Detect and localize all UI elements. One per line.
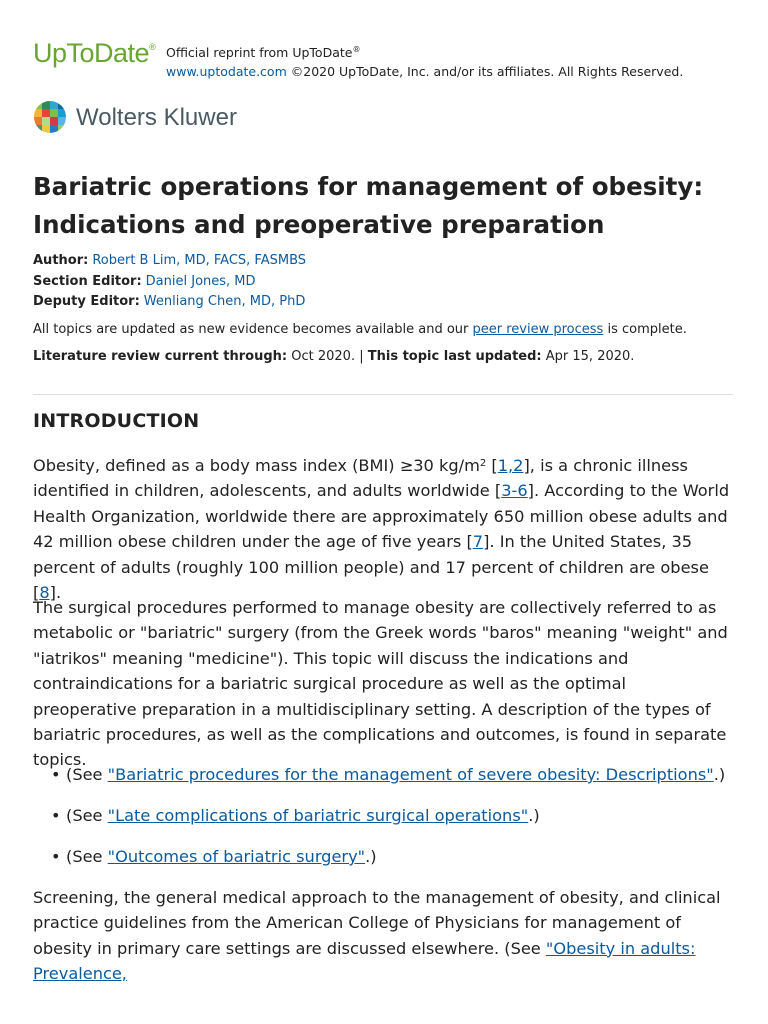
list-item: • (See "Outcomes of bariatric surgery".) [51, 847, 377, 866]
reprint-header [33, 38, 733, 78]
list-item: • (See "Late complications of bariatric surgical operations".) [51, 806, 540, 825]
reference-link[interactable]: 3-6 [501, 481, 528, 501]
see-also-list [33, 762, 725, 885]
wolters-kluwer-mosaic-icon [33, 100, 67, 134]
publisher-name: Wolters Kluwer [76, 104, 237, 131]
article-title: Bariatric operations for management of obesity: Indications and preoperative preparation [33, 172, 704, 239]
deputy-editor-row: Deputy Editor: Wenliang Chen, MD, PhD [33, 294, 306, 309]
article-metadata [33, 251, 733, 313]
list-item: • (See "Bariatric procedures for the management of severe obesity: Descriptions".) [51, 765, 726, 784]
peer-review-link[interactable]: peer review process [472, 322, 604, 337]
intro-paragraph-3: Screening, the general medical approach to the management of obesity, and clinical practice guidelines from the American College of Physicians for management of obesity in primary care settings are discussed elsewhere. (See "Obesity in adults: Prevalence, [33, 888, 721, 984]
review-dates: Literature review current through: Oct 2020. | This topic last updated: Apr 15, 2020. [33, 349, 635, 364]
section-divider [33, 394, 733, 395]
intro-paragraph-1: Obesity, defined as a body mass index (BMI) ≥30 $kg/m^2$ [1,2], is a chronic illness identified in children, adolescents, and adults worldwide [3-6]. According to the World Health Organization, worldwide there are approximately 650 million obese adults and 42 million obese children under the age of five years [7]. In the United States, 35 percent of adults (roughly 100 million people) and 17 percent of children are obese [8]. [33, 456, 730, 603]
uptodate-logo: UpToDate® [33, 38, 156, 68]
topic-link[interactable]: "Obesity in adults: Prevalence, [33, 938, 696, 984]
author-row: Author: Robert B Lim, MD, FACS, FASMBS [33, 253, 307, 268]
reference-link[interactable]: 1,2 [497, 456, 524, 475]
deputy-editor-link[interactable]: Wenliang Chen, MD, PhD [143, 294, 306, 309]
update-note: All topics are updated as new evidence becomes available and our peer review process is complete. [33, 322, 687, 337]
topic-link[interactable]: "Outcomes of bariatric surgery" [107, 847, 366, 866]
reference-link[interactable]: 7 [472, 532, 484, 552]
topic-link[interactable]: "Bariatric procedures for the management of severe obesity: Descriptions" [107, 765, 714, 784]
reprint-info: Official reprint from UpToDate® www.uptodate.com ©2020 UpToDate, Inc. and/or its affiliates. All Rights Reserved. [166, 45, 684, 80]
intro-paragraph-2: The surgical procedures performed to manage obesity are collectively referred to as metabolic or "bariatric" surgery (from the Greek words "baros" meaning "weight" and "iatrikos" meaning "medicine"). This topic will discuss the indications and contraindications for a bariatric surgical procedure as well as the optimal preoperative preparation in a multidisciplinary setting. A description of the types of bariatric procedures, as well as the complications and outcomes, is found in separate topics. [33, 598, 728, 770]
reprint-line: Official reprint from UpToDate [166, 45, 353, 61]
section-editor-row: Section Editor: Daniel Jones, MD [33, 273, 256, 289]
topic-link[interactable]: "Late complications of bariatric surgical operations" [107, 806, 529, 825]
section-editor-link[interactable]: Daniel Jones, MD [145, 273, 256, 289]
reference-link[interactable]: 8 [39, 583, 50, 603]
copyright-text: ©2020 UpToDate, Inc. and/or its affiliates. All Rights Reserved. [290, 64, 684, 80]
author-link[interactable]: Robert B Lim, MD, FACS, FASMBS [92, 253, 307, 268]
section-heading: INTRODUCTION [33, 410, 200, 432]
uptodate-site-link[interactable]: www.uptodate.com [166, 64, 287, 80]
